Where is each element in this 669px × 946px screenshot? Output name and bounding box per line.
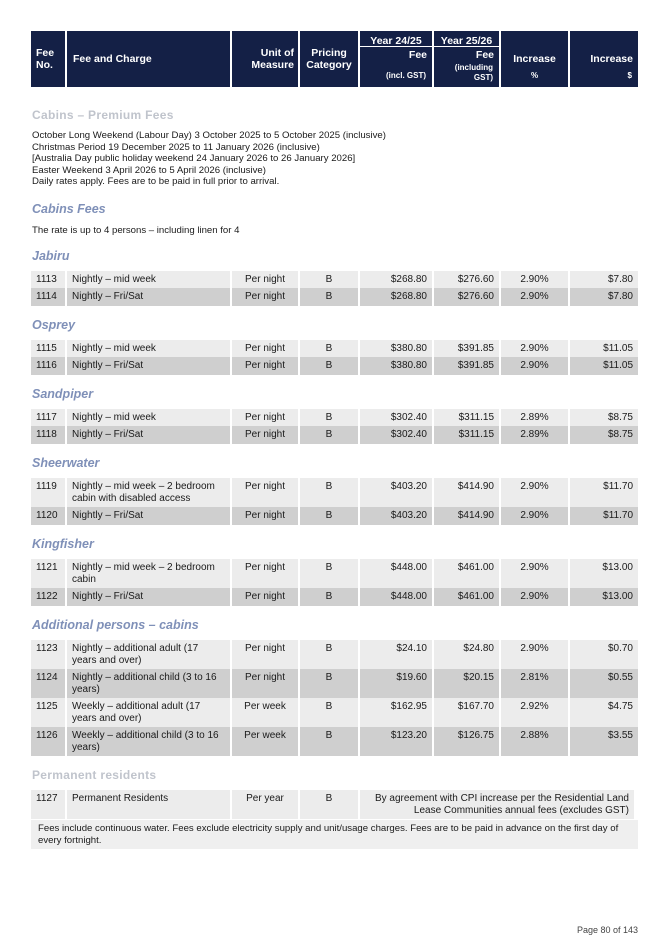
group-title-osprey: Osprey xyxy=(32,318,76,332)
increase-percent: 2.90% xyxy=(501,559,568,588)
fee-year-25-26: $414.90 xyxy=(434,478,499,507)
premium-line: Christmas Period 19 December 2025 to 11 January 2026 (inclusive) xyxy=(32,141,320,153)
pricing-category: B xyxy=(300,559,358,588)
fee-year-25-26: $167.70 xyxy=(434,698,499,727)
increase-dollar: $3.55 xyxy=(570,727,638,756)
header-fee-and-charge: Fee and Charge xyxy=(67,31,230,87)
pricing-category: B xyxy=(300,640,358,669)
table-row xyxy=(31,698,638,727)
increase-dollar: $11.05 xyxy=(570,357,638,375)
pricing-category: B xyxy=(300,409,358,427)
unit-of-measure: Per night xyxy=(232,288,298,306)
unit-of-measure: Per night xyxy=(232,669,298,698)
fee-year-25-26: $391.85 xyxy=(434,340,499,358)
fee-name: Permanent Residents xyxy=(67,790,230,819)
fee-year-25-26: $311.15 xyxy=(434,409,499,427)
fee-no: 1126 xyxy=(31,727,65,756)
pricing-category: B xyxy=(300,357,358,375)
fee-no: 1127 xyxy=(31,790,65,819)
header-pricing-category: Pricing Category xyxy=(300,31,358,87)
fee-name: Nightly – Fri/Sat xyxy=(67,507,230,525)
group-title-sandpiper: Sandpiper xyxy=(32,387,94,401)
table-row xyxy=(31,426,638,444)
fee-year-24-25: $380.80 xyxy=(360,357,432,375)
increase-percent: 2.90% xyxy=(501,507,568,525)
fee-no: 1122 xyxy=(31,588,65,606)
fee-name: Weekly – additional child (3 to 16 years) xyxy=(67,727,230,756)
fee-no: 1123 xyxy=(31,640,65,669)
increase-percent: 2.90% xyxy=(501,640,568,669)
premium-line: Daily rates apply. Fees are to be paid in full prior to arrival. xyxy=(32,176,280,187)
increase-dollar: $13.00 xyxy=(570,559,638,588)
increase-percent: 2.90% xyxy=(501,357,568,375)
fee-year-24-25: $302.40 xyxy=(360,426,432,444)
header-unit-of-measure: Unit of Measure xyxy=(232,31,298,87)
increase-dollar: $7.80 xyxy=(570,271,638,289)
premium-periods-text xyxy=(32,130,386,188)
fee-year-24-25: $24.10 xyxy=(360,640,432,669)
pricing-category: B xyxy=(300,271,358,289)
header-year-25-26: Year 25/26 Fee (including GST) xyxy=(434,31,499,87)
table-row xyxy=(31,409,638,427)
table-row xyxy=(31,559,638,588)
increase-dollar: $0.70 xyxy=(570,640,638,669)
fee-year-24-25: $268.80 xyxy=(360,288,432,306)
increase-percent: 2.81% xyxy=(501,669,568,698)
increase-percent: 2.89% xyxy=(501,426,568,444)
fee-year-25-26: $391.85 xyxy=(434,357,499,375)
pricing-category: B xyxy=(300,790,358,819)
table-row xyxy=(31,478,638,507)
permanent-footnote: Fees include continuous water. Fees exclude electricity supply and unit/usage charges. Fees are to be paid in advance on the first day of every fortnight. xyxy=(31,820,638,849)
header-increase-dollar: Increase $ xyxy=(570,31,638,87)
table-row xyxy=(31,357,638,375)
fee-year-24-25: $448.00 xyxy=(360,559,432,588)
increase-dollar: $13.00 xyxy=(570,588,638,606)
table-row xyxy=(31,640,638,669)
increase-dollar: $11.70 xyxy=(570,478,638,507)
fee-name: Nightly – Fri/Sat xyxy=(67,357,230,375)
fee-no: 1121 xyxy=(31,559,65,588)
unit-of-measure: Per night xyxy=(232,271,298,289)
fee-no: 1115 xyxy=(31,340,65,358)
fee-no: 1118 xyxy=(31,426,65,444)
fee-no: 1116 xyxy=(31,357,65,375)
header-increase-percent: Increase % xyxy=(501,31,568,87)
premium-line: Easter Weekend 3 April 2026 to 5 April 2026 (inclusive) xyxy=(32,164,266,176)
fee-no: 1124 xyxy=(31,669,65,698)
premium-line: October Long Weekend (Labour Day) 3 October 2025 to 5 October 2025 (inclusive) xyxy=(32,130,386,141)
premium-line: [Australia Day public holiday weekend 24 January 2026 to 26 January 2026] xyxy=(32,153,356,164)
fee-no: 1117 xyxy=(31,409,65,427)
fee-description: By agreement with CPI increase per the Residential Land Lease Communities annual fees (excludes GST) xyxy=(360,790,634,819)
pricing-category: B xyxy=(300,507,358,525)
pricing-category: B xyxy=(300,669,358,698)
fee-name: Nightly – Fri/Sat xyxy=(67,426,230,444)
fee-year-25-26: $461.00 xyxy=(434,588,499,606)
increase-percent: 2.90% xyxy=(501,478,568,507)
table-row xyxy=(31,588,638,606)
group-title-additional-persons: Additional persons – cabins xyxy=(32,618,199,632)
table-row xyxy=(31,727,638,756)
fee-year-25-26: $311.15 xyxy=(434,426,499,444)
fee-name: Nightly – Fri/Sat xyxy=(67,288,230,306)
fee-year-24-25: $403.20 xyxy=(360,507,432,525)
unit-of-measure: Per night xyxy=(232,588,298,606)
subsection-title-cabins-fees: Cabins Fees xyxy=(32,202,106,216)
fee-name: Nightly – mid week – 2 bedroom cabin with disabled access xyxy=(67,478,230,507)
unit-of-measure: Per night xyxy=(232,409,298,427)
pricing-category: B xyxy=(300,426,358,444)
table-row xyxy=(31,288,638,306)
group-title-kingfisher: Kingfisher xyxy=(32,537,94,551)
group-title-jabiru: Jabiru xyxy=(32,249,70,263)
table-row xyxy=(31,507,638,525)
table-row xyxy=(31,271,638,289)
fee-year-25-26: $126.75 xyxy=(434,727,499,756)
pricing-category: B xyxy=(300,288,358,306)
fee-year-24-25: $162.95 xyxy=(360,698,432,727)
increase-percent: 2.92% xyxy=(501,698,568,727)
unit-of-measure: Per week xyxy=(232,698,298,727)
page-number: Page 80 of 143 xyxy=(576,925,638,935)
increase-percent: 2.89% xyxy=(501,409,568,427)
table-header xyxy=(31,31,638,87)
increase-percent: 2.90% xyxy=(501,340,568,358)
fee-name: Weekly – additional adult (17 years and over) xyxy=(67,698,230,727)
fee-year-24-25: $19.60 xyxy=(360,669,432,698)
increase-percent: 2.88% xyxy=(501,727,568,756)
fee-name: Nightly – additional child (3 to 16 years) xyxy=(67,669,230,698)
section-title-cabins-premium: Cabins – Premium Fees xyxy=(32,108,174,122)
fee-year-25-26: $24.80 xyxy=(434,640,499,669)
fee-year-24-25: $380.80 xyxy=(360,340,432,358)
pricing-category: B xyxy=(300,340,358,358)
fee-no: 1113 xyxy=(31,271,65,289)
increase-dollar: $8.75 xyxy=(570,426,638,444)
fee-no: 1119 xyxy=(31,478,65,507)
increase-dollar: $11.70 xyxy=(570,507,638,525)
pricing-category: B xyxy=(300,478,358,507)
table-row xyxy=(31,790,638,819)
cabins-fees-note: The rate is up to 4 persons – including linen for 4 xyxy=(32,225,240,236)
increase-dollar: $7.80 xyxy=(570,288,638,306)
unit-of-measure: Per night xyxy=(232,426,298,444)
fee-year-25-26: $276.60 xyxy=(434,271,499,289)
unit-of-measure: Per week xyxy=(232,727,298,756)
increase-percent: 2.90% xyxy=(501,271,568,289)
increase-dollar: $4.75 xyxy=(570,698,638,727)
increase-percent: 2.90% xyxy=(501,588,568,606)
increase-percent: 2.90% xyxy=(501,288,568,306)
fee-name: Nightly – mid week xyxy=(67,409,230,427)
fee-name: Nightly – Fri/Sat xyxy=(67,588,230,606)
fee-year-25-26: $414.90 xyxy=(434,507,499,525)
fee-name: Nightly – mid week xyxy=(67,340,230,358)
fee-name: Nightly – mid week xyxy=(67,271,230,289)
group-title-sheerwater: Sheerwater xyxy=(32,456,100,470)
header-year-24-25: Year 24/25 Fee (incl. GST) xyxy=(360,31,432,87)
pricing-category: B xyxy=(300,698,358,727)
unit-of-measure: Per night xyxy=(232,640,298,669)
header-fee-no: Fee No. xyxy=(31,31,65,87)
unit-of-measure: Per night xyxy=(232,559,298,588)
fee-year-24-25: $123.20 xyxy=(360,727,432,756)
pricing-category: B xyxy=(300,588,358,606)
fee-year-24-25: $403.20 xyxy=(360,478,432,507)
unit-of-measure: Per year xyxy=(232,790,298,819)
table-row xyxy=(31,669,638,698)
fee-year-24-25: $302.40 xyxy=(360,409,432,427)
section-title-permanent-residents: Permanent residents xyxy=(32,768,157,782)
increase-dollar: $0.55 xyxy=(570,669,638,698)
table-row xyxy=(31,340,638,358)
fee-name: Nightly – additional adult (17 years and over) xyxy=(67,640,230,669)
fee-name: Nightly – mid week – 2 bedroom cabin xyxy=(67,559,230,588)
fee-year-25-26: $461.00 xyxy=(434,559,499,588)
fee-year-24-25: $448.00 xyxy=(360,588,432,606)
fee-no: 1125 xyxy=(31,698,65,727)
fee-no: 1114 xyxy=(31,288,65,306)
pricing-category: B xyxy=(300,727,358,756)
fee-no: 1120 xyxy=(31,507,65,525)
unit-of-measure: Per night xyxy=(232,357,298,375)
unit-of-measure: Per night xyxy=(232,507,298,525)
fee-year-25-26: $276.60 xyxy=(434,288,499,306)
increase-dollar: $8.75 xyxy=(570,409,638,427)
unit-of-measure: Per night xyxy=(232,478,298,507)
fee-year-24-25: $268.80 xyxy=(360,271,432,289)
increase-dollar: $11.05 xyxy=(570,340,638,358)
fee-year-25-26: $20.15 xyxy=(434,669,499,698)
unit-of-measure: Per night xyxy=(232,340,298,358)
